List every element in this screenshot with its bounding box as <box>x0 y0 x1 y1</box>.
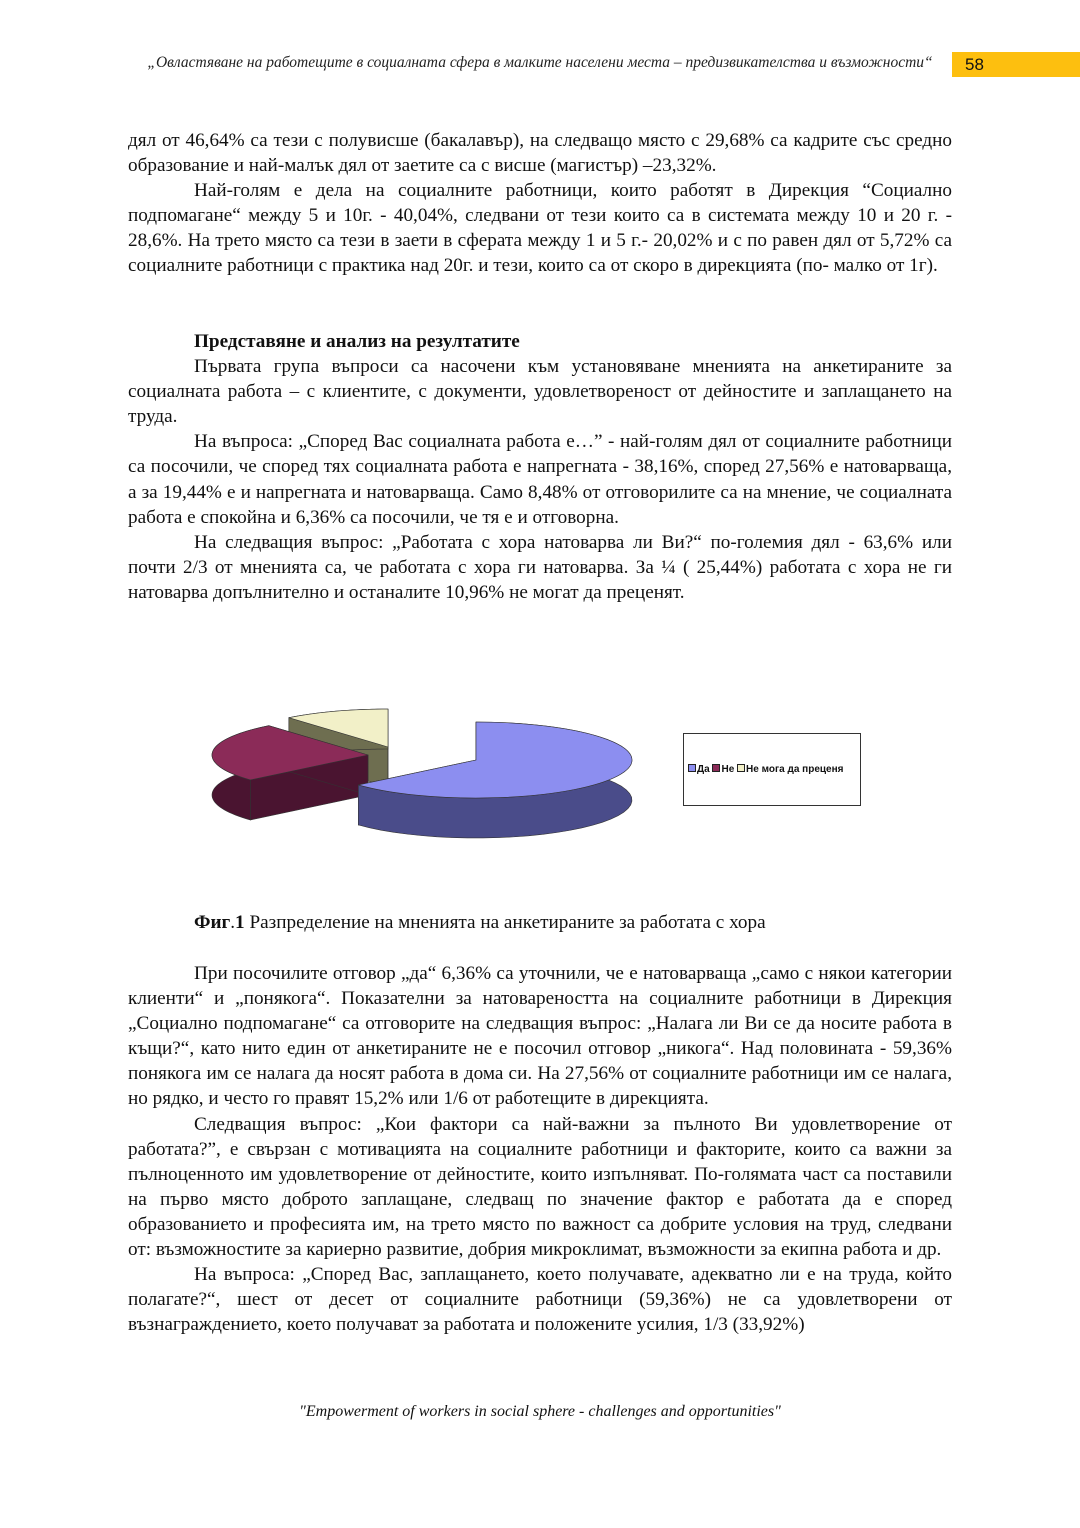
legend-swatch-ne <box>712 764 720 772</box>
text-block-3 <box>128 961 952 1337</box>
section-heading: Представяне и анализ на резултатите <box>194 331 520 352</box>
paragraph: Първата група въпроси са насочени към установяване мненията на анкетираните за социалната работа – с клиентите, с документи, удовлетвореност от дейностите и заплащането на труда. <box>128 356 952 428</box>
paragraph: На следващия въпрос: „Работата с хора натоварва ли Ви?“ по-големия дял - 63,6% или почти 2/3 от мненията са, че работата с хора ги натоварва. За ¼ ( 25,44%) работата с хора не ги натоварва допълнително и останалите 10,96% не могат да преценят. <box>128 531 952 603</box>
legend-swatch-ne-moga <box>737 764 745 772</box>
caption-number: 1 <box>235 912 245 933</box>
legend-label: Не мога да преценя <box>746 764 844 775</box>
figure-caption <box>194 912 766 934</box>
legend-label: Не <box>721 764 735 775</box>
caption-label: Фиг <box>194 912 231 933</box>
paragraph: Следващия въпрос: „Кои фактори са най-важни за пълното Ви удовлетворение от работата?”, е свързан с мотивацията на социалните работници и факторите, които са важни за пълноценното им удовлетворение от дейностите, които изпълняват. По-голямата част са поставили на първо място доброто заплащане, следващ по значение фактор е работата да е според образованието и професията им, на трето място по важност са добрите условия на труд, следвани от: възможностите за кариерно развитие, добрия микроклимат, възможности за екипна работа и др. <box>128 1113 952 1261</box>
paragraph: Най-голям е дела на социалните работници, които работят в Дирекция “Социално подпомагане“ между 5 и 10г. - 40,04%, следвани от тези които са в системата между 10 и 20 г. - 28,6%. На трето място са тези в заети в сферата между 1 и 5 г.- 20,02% и с по равен дял от 5,72% са социалните работници с практика над 20г. и тези, които са от скоро в дирекцията (по- малко от 1г). <box>128 180 952 277</box>
caption-text: Разпределение на мненията на анкетираните за работата с хора <box>244 912 766 933</box>
legend-label: Да <box>697 764 710 775</box>
legend-swatch-da <box>688 764 696 772</box>
running-footer: "Empowerment of workers in social sphere - challenges and opportunities" <box>299 1403 781 1420</box>
chart-legend <box>683 733 861 806</box>
paragraph: дял от 46,64% са тези с полувисше (бакалавър), на следващо място с 29,68% са кадрите със средно образование и най-малък дял от заетите са с висше (магистър) –23,32%. <box>128 130 952 177</box>
running-header: „Овластяване на работещите в социалната сфера в малките населени места – предизвикателства и възможности“ <box>147 54 933 71</box>
page-number: 58 <box>952 52 1080 77</box>
caption-sep: . <box>230 912 236 933</box>
paragraph: На въпроса: „Според Вас, заплащането, което получавате, адекватно ли е на труда, който полагате?“, шест от десет от социалните работници (59,36%) не са удовлетворени от възнаграждението, което получават за работата и положените усилия, 1/3 (33,92%) <box>128 1264 952 1336</box>
paragraph: При посочилите отговор „да“ 6,36% са уточнили, че е натоварваща „само с някои категории клиенти“ и „понякога“. Показателни за натовареността на социалните работници в Дирекция „Социално подпомагане“ са отговорите на следващия въпрос: „Налага ли Ви се да носите работа в къщи?“, като нито един от анкетираните не е посочил отговор „никога“. Над половината - 59,36% понякога им се налага да носят работа в дома си. На 27,56% от социалните работници им се налага, но рядко, и често го правят 15,2% или 1/6 от работещите в дирекцията. <box>128 963 952 1110</box>
paragraph: На въпроса: „Според Вас социалната работа е…” - най-голям дял от социалните работници са посочили, че според тях социалната работа е напрегната - 38,16%, според 27,56% е натоварваща, а за 19,44% е и напрегната и натоварваща. Само 8,48% от отговорилите са на мнение, че социалната работа е спокойна и 6,36% са посочили, че тя е и отговорна. <box>128 431 952 528</box>
